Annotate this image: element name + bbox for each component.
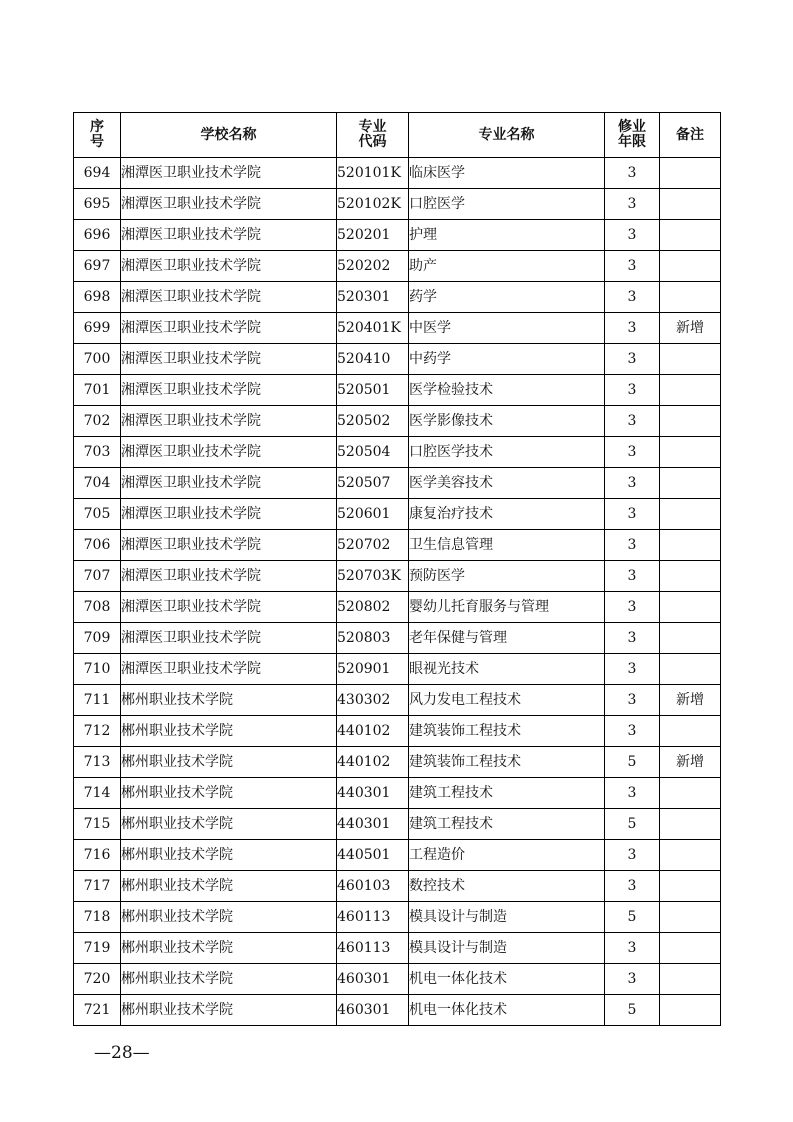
cell-code: 520507 [337,468,409,499]
cell-years: 3 [605,685,660,716]
cell-note [660,344,721,375]
header-years [605,113,660,158]
cell-seq: 714 [74,778,121,809]
table-row [74,530,721,561]
cell-major: 药学 [409,282,605,313]
cell-major: 建筑工程技术 [409,809,605,840]
cell-note [660,902,721,933]
cell-note: 新增 [660,747,721,778]
header-years-line1: 修业 [618,119,646,135]
cell-school: 湘潭医卫职业技术学院 [121,530,337,561]
cell-seq: 695 [74,189,121,220]
cell-school: 湘潭医卫职业技术学院 [121,344,337,375]
table-header [74,113,721,158]
cell-note [660,995,721,1026]
cell-code: 460113 [337,902,409,933]
cell-seq: 698 [74,282,121,313]
header-seq [74,113,121,158]
cell-school: 湘潭医卫职业技术学院 [121,654,337,685]
cell-years: 3 [605,871,660,902]
program-table [73,112,721,1026]
table-row [74,158,721,189]
cell-code: 520703K [337,561,409,592]
table-row [74,654,721,685]
header-note: 备注 [660,113,721,158]
cell-major: 临床医学 [409,158,605,189]
table-row [74,468,721,499]
cell-school: 湘潭医卫职业技术学院 [121,468,337,499]
cell-major: 模具设计与制造 [409,902,605,933]
table-row [74,189,721,220]
table-row [74,375,721,406]
cell-note [660,840,721,871]
cell-seq: 711 [74,685,121,716]
cell-major: 模具设计与制造 [409,933,605,964]
cell-major: 风力发电工程技术 [409,685,605,716]
cell-years: 3 [605,220,660,251]
cell-years: 3 [605,592,660,623]
cell-note: 新增 [660,313,721,344]
table-row [74,623,721,654]
cell-major: 医学检验技术 [409,375,605,406]
cell-seq: 710 [74,654,121,685]
cell-note [660,530,721,561]
cell-seq: 707 [74,561,121,592]
cell-note [660,468,721,499]
cell-major: 建筑装饰工程技术 [409,716,605,747]
cell-school: 郴州职业技术学院 [121,933,337,964]
cell-note [660,716,721,747]
cell-school: 湘潭医卫职业技术学院 [121,282,337,313]
table-row [74,282,721,313]
cell-years: 3 [605,964,660,995]
cell-years: 3 [605,778,660,809]
header-years-line2: 年限 [618,134,646,150]
cell-note [660,654,721,685]
cell-school: 湘潭医卫职业技术学院 [121,499,337,530]
cell-years: 3 [605,654,660,685]
cell-note [660,158,721,189]
cell-code: 520901 [337,654,409,685]
cell-code: 440301 [337,778,409,809]
cell-years: 3 [605,375,660,406]
table-row [74,995,721,1026]
cell-code: 520401K [337,313,409,344]
cell-code: 520601 [337,499,409,530]
cell-code: 520101K [337,158,409,189]
table-row [74,778,721,809]
cell-major: 工程造价 [409,840,605,871]
header-seq-line1: 序 [90,119,104,135]
cell-note [660,437,721,468]
cell-school: 湘潭医卫职业技术学院 [121,313,337,344]
cell-note [660,561,721,592]
cell-code: 440501 [337,840,409,871]
header-code-line1: 专业 [358,119,387,135]
cell-code: 520102K [337,189,409,220]
cell-code: 430302 [337,685,409,716]
cell-code: 440102 [337,747,409,778]
cell-years: 3 [605,530,660,561]
cell-years: 3 [605,561,660,592]
cell-school: 郴州职业技术学院 [121,778,337,809]
cell-note [660,220,721,251]
cell-note: 新增 [660,685,721,716]
cell-years: 3 [605,282,660,313]
cell-school: 郴州职业技术学院 [121,716,337,747]
cell-major: 预防医学 [409,561,605,592]
cell-code: 520201 [337,220,409,251]
cell-major: 护理 [409,220,605,251]
cell-code: 460301 [337,964,409,995]
cell-seq: 718 [74,902,121,933]
cell-years: 3 [605,623,660,654]
cell-seq: 713 [74,747,121,778]
cell-major: 婴幼儿托育服务与管理 [409,592,605,623]
cell-seq: 717 [74,871,121,902]
cell-seq: 703 [74,437,121,468]
cell-years: 3 [605,437,660,468]
cell-code: 520202 [337,251,409,282]
header-major: 专业名称 [409,113,605,158]
cell-years: 3 [605,158,660,189]
cell-seq: 721 [74,995,121,1026]
cell-major: 建筑工程技术 [409,778,605,809]
cell-seq: 712 [74,716,121,747]
table-body [74,158,721,1026]
header-row [74,113,721,158]
cell-note [660,189,721,220]
cell-school: 湘潭医卫职业技术学院 [121,158,337,189]
table-row [74,933,721,964]
table-row [74,902,721,933]
cell-years: 3 [605,251,660,282]
cell-major: 眼视光技术 [409,654,605,685]
cell-school: 郴州职业技术学院 [121,871,337,902]
header-school: 学校名称 [121,113,337,158]
cell-major: 助产 [409,251,605,282]
cell-note [660,623,721,654]
cell-code: 440301 [337,809,409,840]
table-row [74,809,721,840]
cell-note [660,375,721,406]
cell-code: 520504 [337,437,409,468]
table-row [74,437,721,468]
cell-note [660,778,721,809]
cell-years: 3 [605,406,660,437]
cell-code: 520301 [337,282,409,313]
cell-seq: 702 [74,406,121,437]
cell-school: 郴州职业技术学院 [121,840,337,871]
cell-years: 5 [605,995,660,1026]
cell-seq: 700 [74,344,121,375]
cell-school: 郴州职业技术学院 [121,902,337,933]
cell-seq: 716 [74,840,121,871]
header-code-line2: 代码 [358,134,387,150]
cell-note [660,964,721,995]
cell-note [660,282,721,313]
cell-seq: 715 [74,809,121,840]
cell-note [660,251,721,282]
cell-years: 3 [605,313,660,344]
cell-note [660,809,721,840]
cell-code: 520803 [337,623,409,654]
cell-years: 3 [605,840,660,871]
table-row [74,871,721,902]
cell-school: 湘潭医卫职业技术学院 [121,251,337,282]
cell-school: 郴州职业技术学院 [121,747,337,778]
cell-note [660,871,721,902]
cell-major: 中药学 [409,344,605,375]
cell-years: 5 [605,809,660,840]
cell-school: 湘潭医卫职业技术学院 [121,623,337,654]
cell-major: 医学美容技术 [409,468,605,499]
cell-school: 湘潭医卫职业技术学院 [121,375,337,406]
cell-years: 3 [605,189,660,220]
cell-school: 湘潭医卫职业技术学院 [121,220,337,251]
cell-seq: 694 [74,158,121,189]
cell-note [660,499,721,530]
table-row [74,716,721,747]
table-row [74,747,721,778]
cell-school: 湘潭医卫职业技术学院 [121,592,337,623]
cell-school: 郴州职业技术学院 [121,809,337,840]
cell-major: 机电一体化技术 [409,964,605,995]
cell-code: 520702 [337,530,409,561]
cell-major: 中医学 [409,313,605,344]
page-number: —28— [94,1043,150,1063]
cell-seq: 696 [74,220,121,251]
cell-school: 郴州职业技术学院 [121,995,337,1026]
table-row [74,964,721,995]
cell-major: 建筑装饰工程技术 [409,747,605,778]
cell-years: 5 [605,902,660,933]
cell-school: 郴州职业技术学院 [121,964,337,995]
cell-years: 5 [605,747,660,778]
cell-major: 卫生信息管理 [409,530,605,561]
cell-major: 老年保健与管理 [409,623,605,654]
cell-code: 460113 [337,933,409,964]
table-row [74,406,721,437]
table-row [74,499,721,530]
cell-school: 湘潭医卫职业技术学院 [121,437,337,468]
cell-code: 520502 [337,406,409,437]
cell-code: 520410 [337,344,409,375]
cell-seq: 719 [74,933,121,964]
table-row [74,685,721,716]
cell-major: 数控技术 [409,871,605,902]
table-row [74,592,721,623]
table-row [74,251,721,282]
cell-note [660,406,721,437]
cell-major: 机电一体化技术 [409,995,605,1026]
cell-code: 520501 [337,375,409,406]
cell-note [660,933,721,964]
cell-years: 3 [605,933,660,964]
cell-seq: 708 [74,592,121,623]
cell-years: 3 [605,716,660,747]
cell-school: 湘潭医卫职业技术学院 [121,406,337,437]
cell-years: 3 [605,344,660,375]
table-row [74,561,721,592]
table-row [74,313,721,344]
cell-years: 3 [605,468,660,499]
cell-school: 郴州职业技术学院 [121,685,337,716]
cell-code: 460103 [337,871,409,902]
table-row [74,840,721,871]
cell-major: 口腔医学技术 [409,437,605,468]
cell-code: 440102 [337,716,409,747]
cell-seq: 706 [74,530,121,561]
cell-major: 康复治疗技术 [409,499,605,530]
cell-seq: 704 [74,468,121,499]
cell-major: 口腔医学 [409,189,605,220]
cell-code: 460301 [337,995,409,1026]
table-row [74,220,721,251]
cell-school: 湘潭医卫职业技术学院 [121,561,337,592]
table-row [74,344,721,375]
cell-school: 湘潭医卫职业技术学院 [121,189,337,220]
header-code [337,113,409,158]
cell-seq: 697 [74,251,121,282]
cell-years: 3 [605,499,660,530]
cell-major: 医学影像技术 [409,406,605,437]
cell-seq: 720 [74,964,121,995]
cell-seq: 709 [74,623,121,654]
header-seq-line2: 号 [90,134,104,150]
cell-seq: 705 [74,499,121,530]
cell-code: 520802 [337,592,409,623]
cell-seq: 699 [74,313,121,344]
cell-note [660,592,721,623]
cell-seq: 701 [74,375,121,406]
